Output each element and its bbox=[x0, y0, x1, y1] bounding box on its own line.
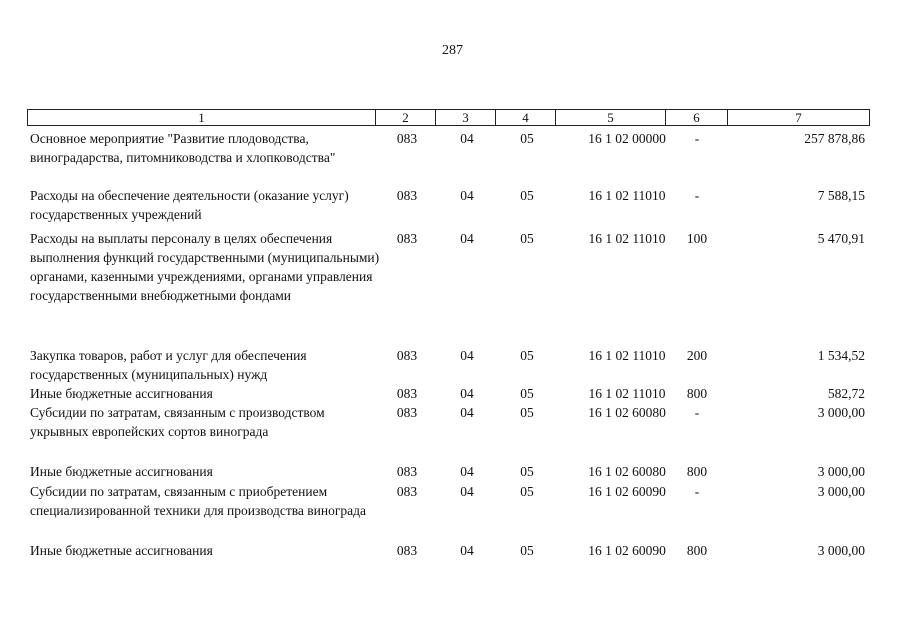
row-name: Расходы на обеспечение деятельности (оказание услуг) государственных учреждений bbox=[30, 188, 349, 222]
row-name: Субсидии по затратам, связанным с приобретением специализированной техники для производства винограда bbox=[30, 484, 366, 518]
row-col-6: 100 bbox=[686, 231, 708, 246]
row-amount: 257 878,86 bbox=[804, 131, 865, 146]
row-col-5: 16 1 02 60090 bbox=[588, 484, 666, 499]
row-col-6: - bbox=[694, 405, 700, 420]
row-col-4: 05 bbox=[520, 464, 534, 479]
row-col-5: 16 1 02 11010 bbox=[588, 348, 666, 363]
row-amount: 7 588,15 bbox=[817, 188, 865, 203]
row-col-2: 083 bbox=[396, 231, 418, 246]
row-col-2: 083 bbox=[396, 464, 418, 479]
row-col-5: 16 1 02 60090 bbox=[588, 543, 666, 558]
row-col-4: 05 bbox=[520, 386, 534, 401]
row-col-5: 16 1 02 11010 bbox=[588, 386, 666, 401]
header-col-3: 3 bbox=[436, 110, 496, 125]
row-amount: 3 000,00 bbox=[817, 405, 865, 420]
row-col-3: 04 bbox=[460, 386, 474, 401]
row-col-6: 800 bbox=[686, 464, 708, 479]
row-amount: 1 534,52 bbox=[817, 348, 865, 363]
row-col-2: 083 bbox=[396, 348, 418, 363]
row-col-6: - bbox=[694, 131, 700, 146]
header-col-4: 4 bbox=[496, 110, 556, 125]
row-col-2: 083 bbox=[396, 188, 418, 203]
row-col-2: 083 bbox=[396, 386, 418, 401]
row-col-4: 05 bbox=[520, 188, 534, 203]
row-col-3: 04 bbox=[460, 188, 474, 203]
header-col-5: 5 bbox=[556, 110, 666, 125]
row-name: Расходы на выплаты персоналу в целях обеспечения выполнения функций государственными (муниципальными) органами, казенными учреждениями, органами управления государственными внебюджетными фондами bbox=[30, 231, 380, 303]
row-col-4: 05 bbox=[520, 543, 534, 558]
row-col-2: 083 bbox=[396, 131, 418, 146]
header-col-6: 6 bbox=[666, 110, 728, 125]
row-col-2: 083 bbox=[396, 405, 418, 420]
row-col-3: 04 bbox=[460, 543, 474, 558]
row-col-6: 200 bbox=[686, 348, 708, 363]
row-col-4: 05 bbox=[520, 131, 534, 146]
row-col-5: 16 1 02 11010 bbox=[588, 231, 666, 246]
row-name: Иные бюджетные ассигнования bbox=[30, 464, 213, 479]
row-col-5: 16 1 02 60080 bbox=[588, 464, 666, 479]
row-col-6: - bbox=[694, 484, 700, 499]
row-name: Иные бюджетные ассигнования bbox=[30, 386, 213, 401]
row-col-4: 05 bbox=[520, 405, 534, 420]
row-col-5: 16 1 02 60080 bbox=[588, 405, 666, 420]
row-col-4: 05 bbox=[520, 348, 534, 363]
table-header bbox=[27, 109, 870, 126]
row-col-2: 083 bbox=[396, 484, 418, 499]
header-col-2: 2 bbox=[376, 110, 436, 125]
row-col-6: 800 bbox=[686, 386, 708, 401]
row-col-6: 800 bbox=[686, 543, 708, 558]
row-col-3: 04 bbox=[460, 348, 474, 363]
row-name: Субсидии по затратам, связанным с производством укрывных европейских сортов винограда bbox=[30, 405, 325, 439]
row-amount: 3 000,00 bbox=[817, 464, 865, 479]
row-col-3: 04 bbox=[460, 131, 474, 146]
header-col-1: 1 bbox=[28, 110, 376, 125]
row-col-5: 16 1 02 11010 bbox=[588, 188, 666, 203]
row-col-6: - bbox=[694, 188, 700, 203]
row-col-3: 04 bbox=[460, 464, 474, 479]
row-amount: 582,72 bbox=[827, 386, 865, 401]
row-amount: 3 000,00 bbox=[817, 484, 865, 499]
row-col-3: 04 bbox=[460, 231, 474, 246]
row-col-4: 05 bbox=[520, 484, 534, 499]
row-col-4: 05 bbox=[520, 231, 534, 246]
row-col-3: 04 bbox=[460, 405, 474, 420]
row-name: Закупка товаров, работ и услуг для обеспечения государственных (муниципальных) нужд bbox=[30, 348, 307, 382]
row-col-2: 083 bbox=[396, 543, 418, 558]
header-col-7: 7 bbox=[795, 110, 802, 125]
row-name: Иные бюджетные ассигнования bbox=[30, 543, 213, 558]
row-col-5: 16 1 02 00000 bbox=[588, 131, 666, 146]
row-amount: 3 000,00 bbox=[817, 543, 865, 558]
row-amount: 5 470,91 bbox=[817, 231, 865, 246]
row-name: Основное мероприятие "Развитие плодоводства, виноградарства, питомниководства и хлопководства" bbox=[30, 131, 336, 165]
page-number: 287 bbox=[442, 43, 463, 58]
row-col-3: 04 bbox=[460, 484, 474, 499]
